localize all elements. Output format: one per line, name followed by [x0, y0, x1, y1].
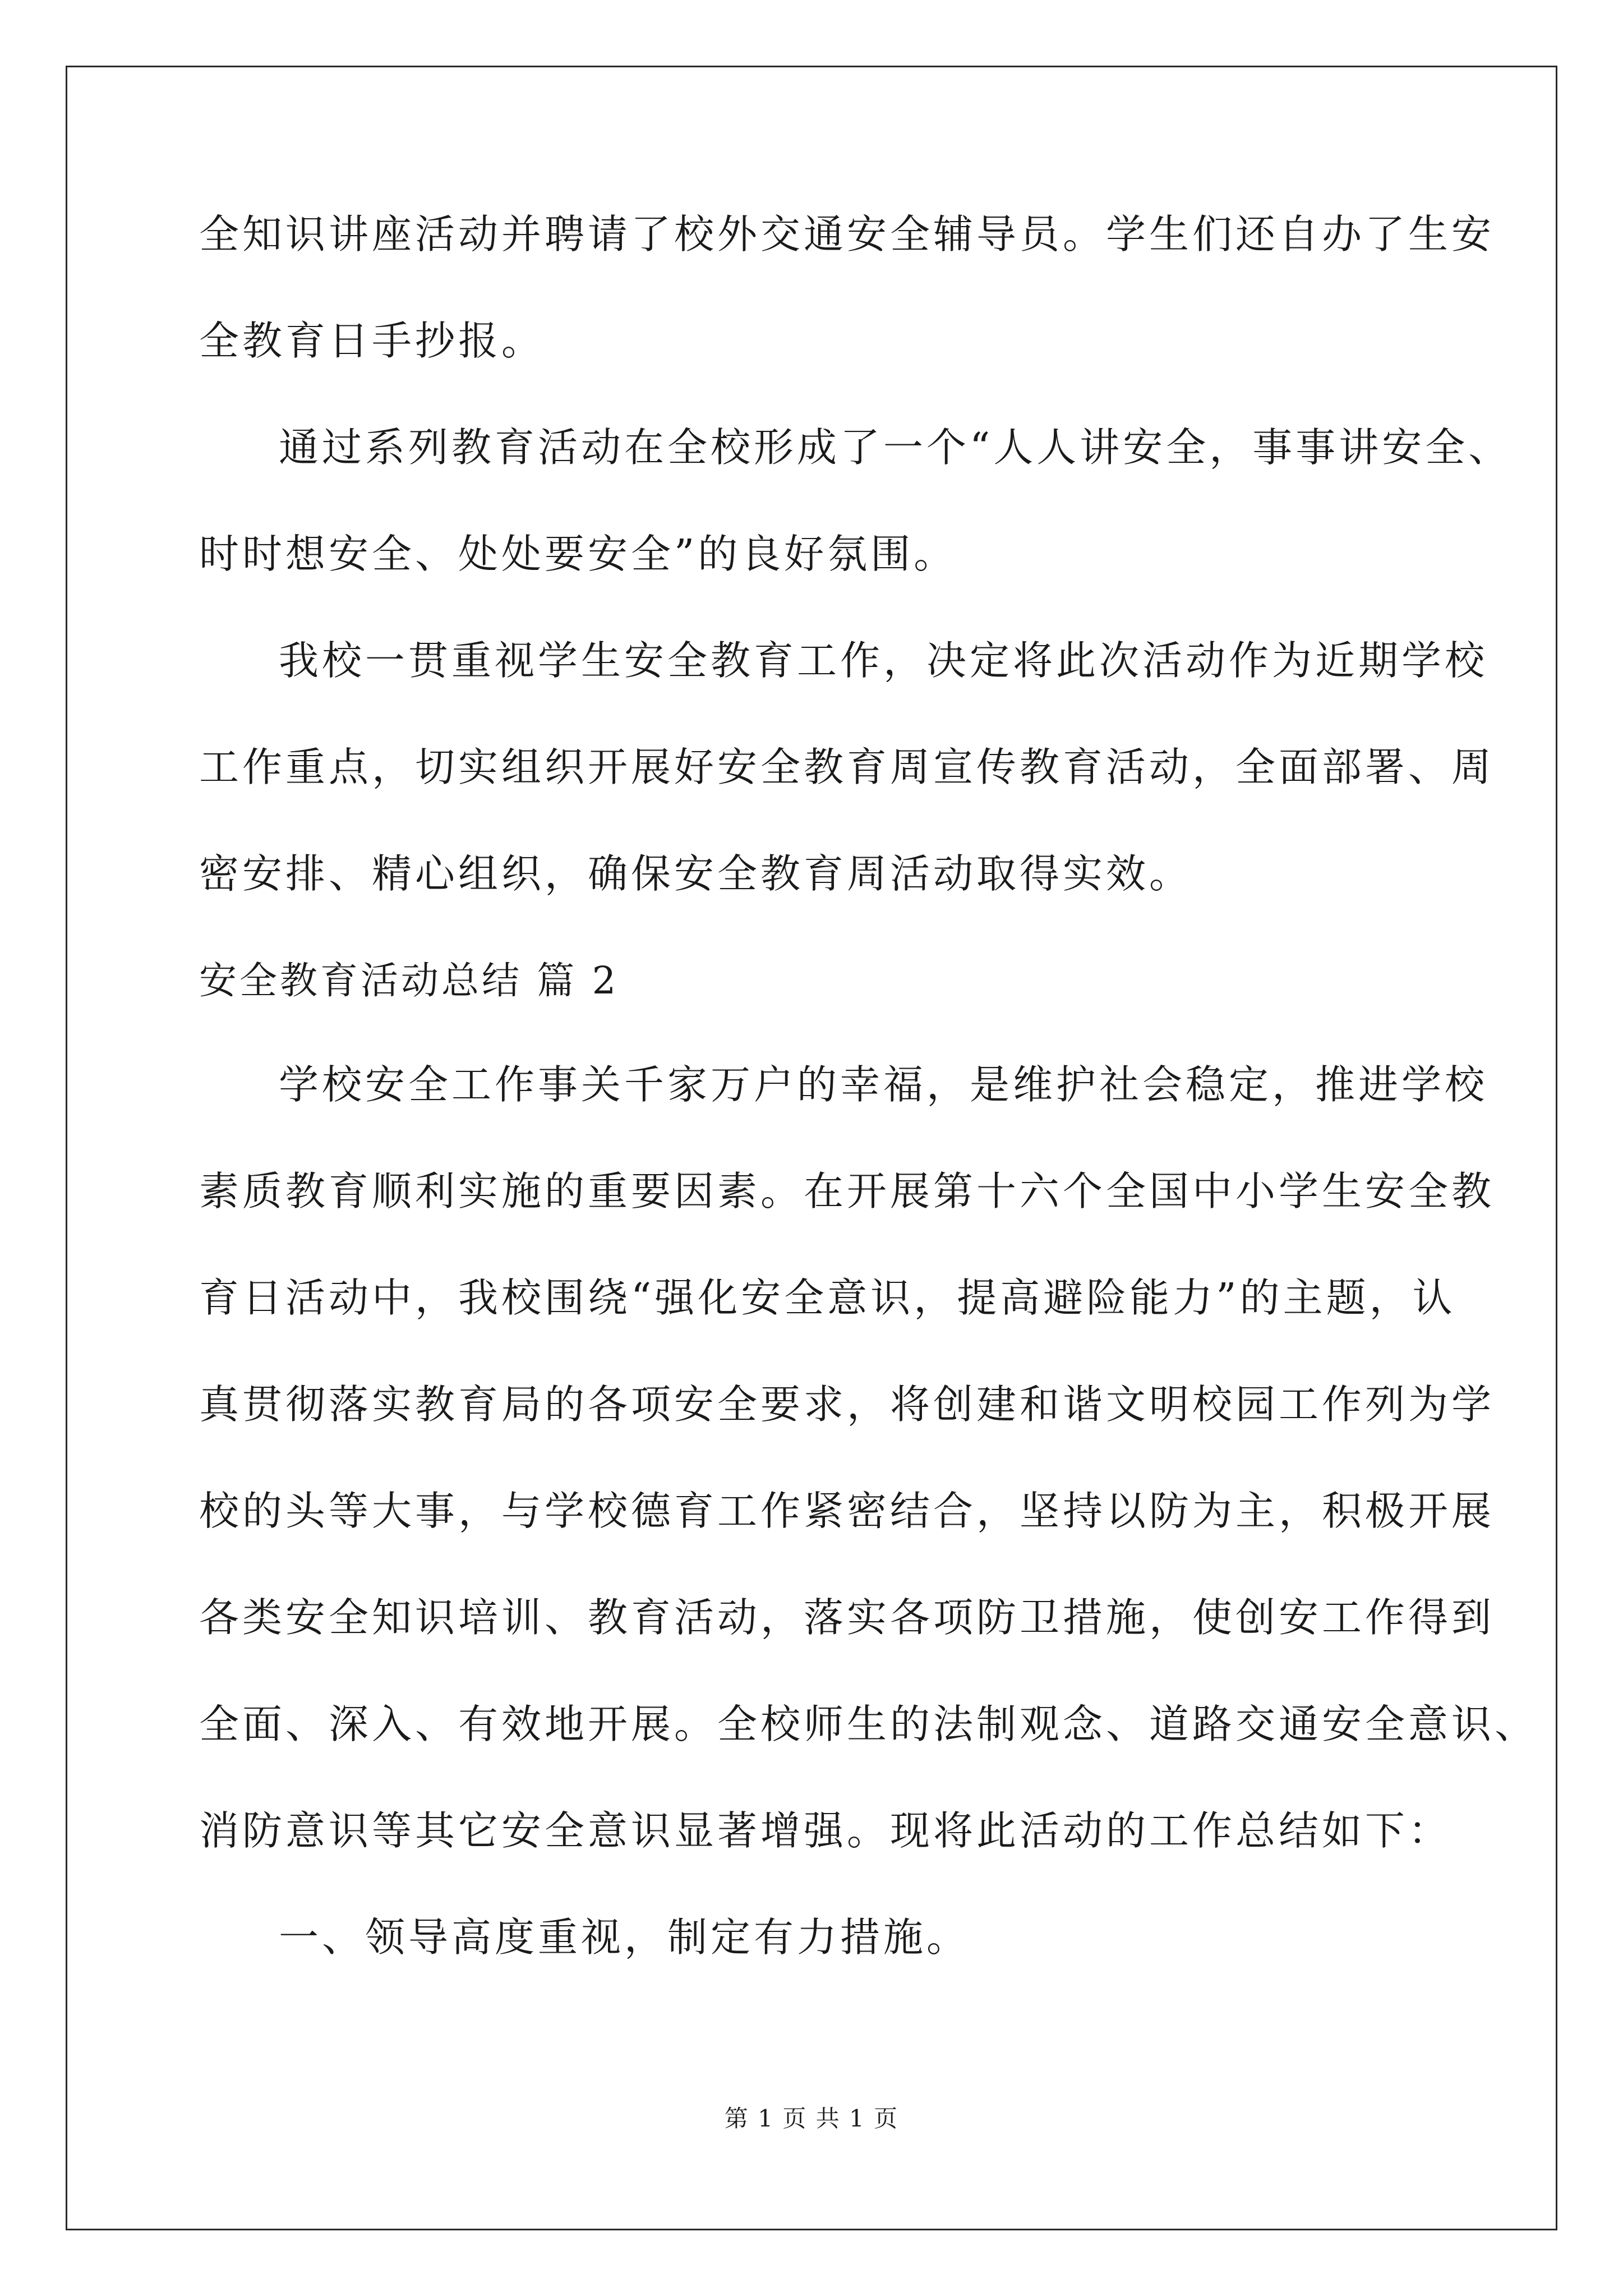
paragraph-line: 通过系列教育活动在全校形成了一个“人人讲安全，事事讲安全、 — [279, 424, 1512, 471]
paragraph-line: 消防意识等其它安全意识显著增强。现将此活动的工作总结如下： — [199, 1807, 1452, 1854]
paragraph-line: 密安排、精心组织，确保安全教育周活动取得实效。 — [199, 850, 1193, 897]
page-number-footer: 第 1 页 共 1 页 — [724, 2105, 899, 2132]
paragraph-line: 校的头等大事，与学校德育工作紧密结合，坚持以防为主，积极开展 — [199, 1488, 1495, 1534]
paragraph-line: 全知识讲座活动并聘请了校外交通安全辅导员。学生们还自办了生安 — [199, 211, 1495, 257]
paragraph-line: 全教育日手抄报。 — [199, 318, 545, 364]
paragraph-line: 各类安全知识培训、教育活动，落实各项防卫措施，使创安工作得到 — [199, 1594, 1495, 1641]
paragraph-line: 我校一贯重视学生安全教育工作，决定将此次活动作为近期学校 — [279, 637, 1488, 684]
paragraph-line: 时时想安全、处处要安全”的良好氛围。 — [199, 531, 957, 577]
paragraph-line: 学校安全工作事关千家万户的幸福，是维护社会稳定，推进学校 — [279, 1061, 1488, 1108]
paragraph-line: 全面、深入、有效地开展。全校师生的法制观念、道路交通安全意识、 — [199, 1701, 1538, 1747]
paragraph-line: 素质教育顺利实施的重要因素。在开展第十六个全国中小学生安全教 — [199, 1168, 1495, 1214]
paragraph-line: 育日活动中，我校围绕“强化安全意识，提高避险能力”的主题，认 — [199, 1274, 1456, 1321]
section-heading: 安全教育活动总结 篇 2 — [199, 959, 619, 1002]
paragraph-line: 真贯彻落实教育局的各项安全要求，将创建和谐文明校园工作列为学 — [199, 1381, 1495, 1428]
paragraph-line: 一、领导高度重视，制定有力措施。 — [279, 1914, 970, 1961]
paragraph-line: 工作重点，切实组织开展好安全教育周宣传教育活动，全面部署、周 — [199, 744, 1495, 790]
document-body — [199, 208, 1538, 2017]
